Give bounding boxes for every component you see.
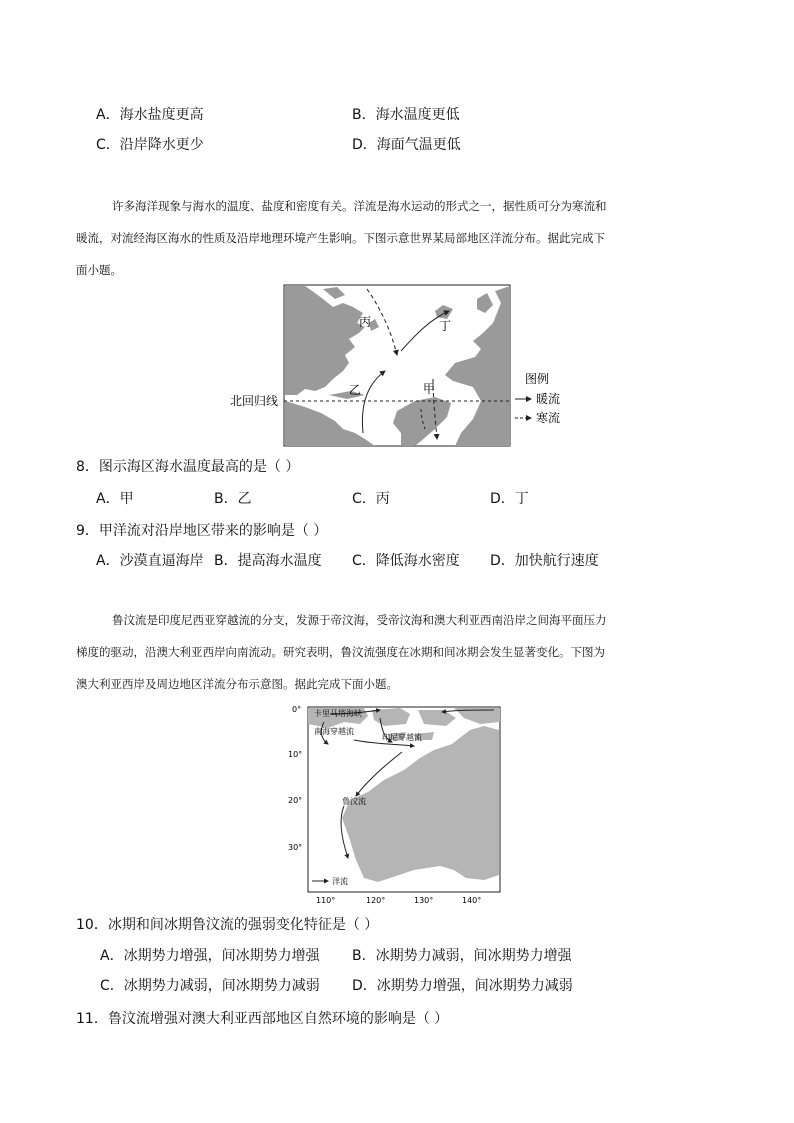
lat-20: 20° [288,796,303,805]
q8-stem: 8．图示海区海水温度最高的是（ ） [76,459,300,475]
q8-option-c: C．丙 [352,491,390,507]
lon-120: 120° [366,896,386,905]
q9-option-a: A．沙漠直逼海岸 [96,553,204,569]
q9-stem: 9．甲洋流对沿岸地区带来的影响是（ ） [76,523,328,539]
label-jia: 甲 [423,382,436,396]
passage-leeuwin-current [76,604,718,700]
passage-line: 暖流，对流经海区海水的性质及沿岸地理环境产生影响。下图示意世界某局部地区洋流分布。据此完成下 [76,231,605,245]
q10-option-b: B．冰期势力减弱，间冰期势力增强 [352,948,572,964]
passage-line: 鲁汶流是印度尼西亚穿越流的分支，发源于帝汶海，受帝汶海和澳大利亚西南沿岸之间海平面压力 [112,613,607,627]
lat-0: 0° [292,705,302,714]
passage-line: 面小题。 [76,263,122,277]
q7-option-b: B．海水温度更低 [352,107,460,123]
q11-stem: 11．鲁汶流增强对澳大利亚西部地区自然环境的影响是（ ） [76,1011,449,1027]
q7-option-c: C．沿岸降水更少 [96,137,204,153]
tropic-label: 北回归线 [230,394,279,408]
q10-option-a: A．冰期势力增强，间冰期势力增强 [100,948,320,964]
legend-title: 图例 [525,372,550,386]
lon-140: 140° [462,896,482,905]
label-ding: 丁 [439,319,452,333]
q10-option-d: D．冰期势力增强，间冰期势力减弱 [352,978,573,994]
q8-option-a: A．甲 [96,491,134,507]
lon-130: 130° [414,896,434,905]
q10-option-c: C．冰期势力减弱，间冰期势力减弱 [100,978,320,994]
atlantic-current-map [225,283,575,449]
q10-stem: 10．冰期和间冰期鲁汶流的强弱变化特征是（ ） [76,917,379,933]
q9-option-c: C．降低海水密度 [352,553,460,569]
label-strait: 卡里马塔海峡 [314,709,362,718]
label-leeuwin: 鲁汶流 [342,797,366,806]
q8-option-d: D．丁 [490,491,529,507]
q8-option-b: B．乙 [214,491,252,507]
label-yi: 乙 [349,383,362,397]
legend-warm-label: 暖流 [536,392,561,406]
label-itf: 印尼穿越流 [382,733,422,742]
passage-line: 梯度的驱动，沿澳大利亚西岸向南流动。研究表明，鲁汶流强度在冰期和间冰期会发生显著变化。下图为 [76,645,605,659]
lon-110: 110° [316,896,336,905]
passage-line: 澳大利亚西岸及周边地区洋流分布示意图。据此完成下面小题。 [76,677,398,691]
australia-current-map [284,700,510,908]
label-scs: 南海穿越流 [314,727,354,736]
lat-10: 10° [288,750,303,759]
legend-cold-label: 寒流 [536,411,561,425]
q9-option-b: B．提高海水温度 [214,553,322,569]
lat-30: 30° [288,843,303,852]
q9-option-d: D．加快航行速度 [490,553,599,569]
label-bing: 丙 [359,315,372,329]
passage-ocean-currents [76,190,718,286]
q7-option-a: A．海水盐度更高 [96,107,204,123]
q7-option-d: D．海面气温更低 [352,137,461,153]
legend-current-label: 洋流 [332,877,348,886]
passage-line: 许多海洋现象与海水的温度、盐度和密度有关。洋流是海水运动的形式之一，据性质可分为寒流和 [112,199,607,213]
